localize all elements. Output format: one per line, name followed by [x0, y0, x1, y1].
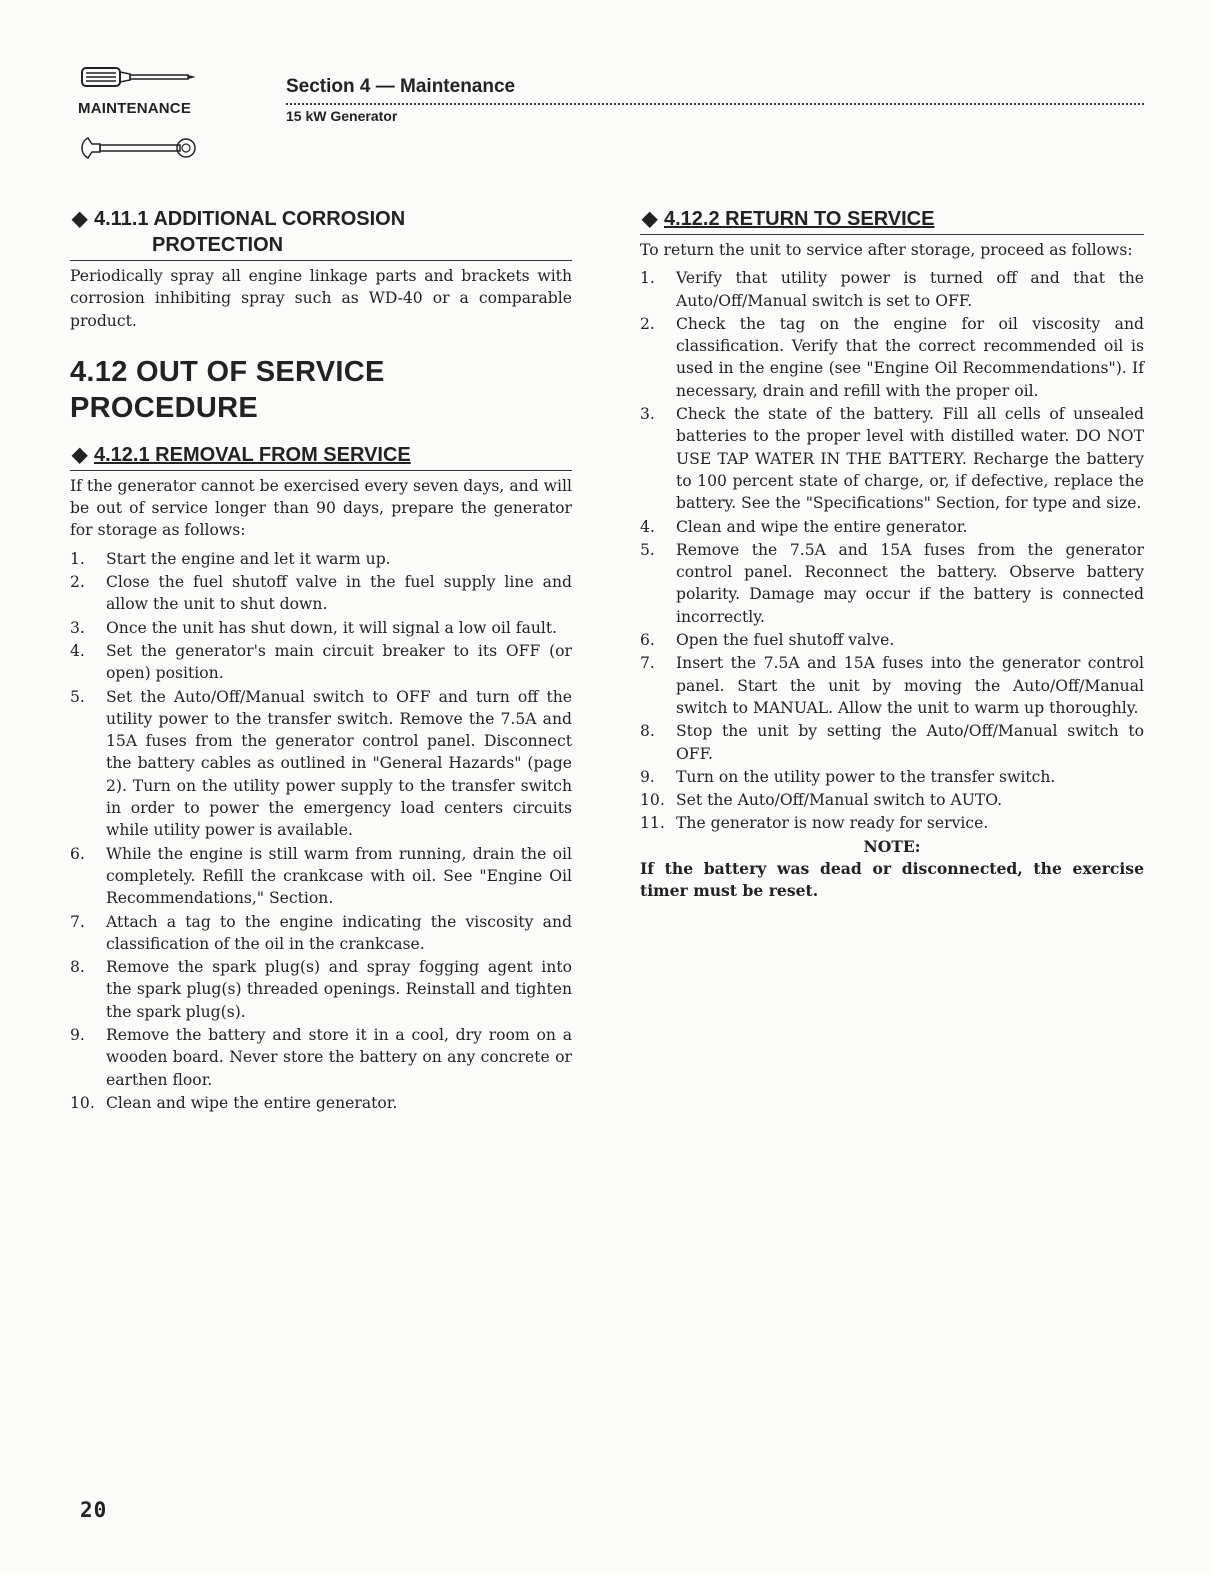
list-item [640, 629, 1144, 651]
step-text: Set the Auto/Off/Manual switch to AUTO. [676, 791, 1003, 810]
step-text: Clean and wipe the entire generator. [106, 1093, 398, 1112]
list-item [640, 516, 1144, 538]
heading-4-12-2 [640, 206, 1144, 235]
step-text: Clean and wipe the entire generator. [676, 517, 968, 536]
step-number: 10. [70, 1093, 95, 1112]
step-number: 6. [640, 631, 655, 650]
list-item [70, 571, 572, 616]
step-text: Open the fuel shutoff valve. [676, 631, 895, 650]
step-number: 3. [70, 618, 85, 637]
step-text: Remove the spark plug(s) and spray fogging agent into the spark plug(s) threaded openings. Reinstall and tighten the spark plug(s). [106, 958, 572, 1021]
list-item [640, 539, 1144, 628]
heading-4-12: 4.12 OUT OF SERVICE PROCEDURE [70, 355, 385, 424]
step-number: 7. [640, 654, 655, 673]
step-text: Remove the battery and store it in a cool, dry room on a wooden board. Never store the battery on any concrete or earthen floor. [106, 1026, 572, 1089]
list-item [70, 911, 572, 956]
list-item [70, 617, 572, 639]
heading-4-12-2-text: 4.12.2 RETURN TO SERVICE [664, 208, 935, 230]
step-number: 6. [70, 844, 85, 863]
header-divider [286, 103, 1144, 105]
paragraph-corrosion: Periodically spray all engine linkage parts and brackets with corrosion inhibiting spray such as WD-40 or a comparable product. [70, 267, 572, 330]
step-number: 5. [70, 687, 85, 706]
list-item [640, 720, 1144, 765]
step-text: Remove the 7.5A and 15A fuses from the generator control panel. Reconnect the battery. Observe battery polarity. Damage may occur if the battery is connected incorrectly. [676, 540, 1144, 626]
diamond-bullet-icon: ◆ [72, 208, 88, 230]
step-text: Set the generator's main circuit breaker to its OFF (or open) position. [106, 641, 572, 683]
step-text: Verify that utility power is turned off and that the Auto/Off/Manual switch is set to OFF. [676, 269, 1144, 310]
heading-4-12-1 [70, 442, 572, 471]
right-column [640, 206, 1144, 903]
note-text: If the battery was dead or disconnected, the exercise timer must be reset. [640, 859, 1144, 901]
note-label: NOTE: [863, 836, 921, 856]
step-number: 7. [70, 912, 85, 931]
list-item [640, 403, 1144, 514]
maintenance-label: MAINTENANCE [78, 100, 192, 117]
screwdriver-icon [78, 60, 198, 100]
list-item [70, 686, 572, 842]
step-text: Check the state of the battery. Fill all cells of unsealed batteries to the proper level with distilled water. DO NOT USE TAP WATER IN THE BATTERY. Recharge the battery to 100 percent state of charge, or, if defective, replace the battery. See the "Specifications" Section, for type and size. [676, 405, 1144, 513]
step-text: Start the engine and let it warm up. [106, 549, 391, 568]
step-number: 4. [70, 641, 85, 660]
step-number: 9. [70, 1026, 85, 1045]
step-text: Once the unit has shut down, it will signal a low oil fault. [106, 618, 558, 637]
list-item [640, 267, 1144, 312]
step-number: 8. [640, 722, 655, 741]
heading-4-12-1-text: 4.12.1 REMOVAL FROM SERVICE [94, 443, 411, 466]
heading-4-11-1-line2: PROTECTION [152, 234, 284, 256]
step-number: 11. [640, 814, 665, 833]
left-column [70, 206, 572, 1115]
page-number: 20 [80, 1498, 108, 1522]
list-item [640, 766, 1144, 788]
step-number: 1. [70, 549, 85, 568]
step-number: 5. [640, 540, 655, 559]
wrench-icon [78, 128, 198, 168]
step-text: Set the Auto/Off/Manual switch to OFF and turn off the utility power to the transfer switch. Remove the 7.5A and 15A fuses from the generator control panel. Disconnect the battery cables as outlined in "General Hazards" (page 2). Turn on the utility power supply to the transfer switch in order to power the emergency load centers circuits while utility power is available. [106, 687, 572, 840]
heading-4-11-1 [70, 206, 572, 261]
step-text: While the engine is still warm from running, drain the oil completely. Refill the crankcase with oil. See "Engine Oil Recommendations," Section. [106, 844, 572, 908]
list-item [70, 548, 572, 570]
list-item [640, 652, 1144, 719]
step-text: Stop the unit by setting the Auto/Off/Manual switch to OFF. [676, 722, 1144, 763]
paragraph-removal-intro: If the generator cannot be exercised every seven days, and will be out of service longer than 90 days, prepare the generator for storage as follows: [70, 476, 572, 540]
list-item [640, 313, 1144, 402]
step-text: Turn on the utility power to the transfer switch. [676, 767, 1056, 786]
list-item [70, 843, 572, 910]
paragraph-return-intro: To return the unit to service after storage, proceed as follows: [640, 241, 1133, 259]
list-item [640, 789, 1144, 811]
step-number: 1. [640, 269, 655, 288]
step-number: 2. [640, 314, 655, 333]
step-number: 10. [640, 791, 665, 810]
step-number: 9. [640, 767, 655, 786]
removal-steps-list [70, 548, 572, 1114]
step-text: The generator is now ready for service. [676, 814, 989, 833]
step-number: 2. [70, 573, 85, 592]
step-number: 4. [640, 517, 655, 536]
step-text: Check the tag on the engine for oil viscosity and classification. Verify that the correct recommended oil is used in the engine (see "Engine Oil Recommendations"). If necessary, drain and refill with the proper oil. [676, 314, 1144, 400]
step-text: Close the fuel shutoff valve in the fuel supply line and allow the unit to shut down. [106, 573, 572, 614]
step-text: Attach a tag to the engine indicating the viscosity and classification of the oil in the crankcase. [106, 912, 572, 953]
list-item [640, 812, 1144, 834]
heading-4-11-1-line1: 4.11.1 ADDITIONAL CORROSION [94, 208, 406, 230]
step-number: 8. [70, 958, 85, 977]
return-steps-list [640, 267, 1144, 834]
section-title: Section 4 — Maintenance [286, 76, 516, 97]
list-item [70, 1024, 572, 1091]
list-item [70, 640, 572, 685]
step-number: 3. [640, 405, 655, 424]
diamond-bullet-icon: ◆ [72, 443, 88, 466]
document-subtitle: 15 kW Generator [286, 108, 398, 124]
step-text: Insert the 7.5A and 15A fuses into the generator control panel. Start the unit by moving the Auto/Off/Manual switch to MANUAL. Allow the unit to warm up thoroughly. [676, 654, 1144, 717]
list-item [70, 1092, 572, 1114]
list-item [70, 956, 572, 1023]
diamond-bullet-icon: ◆ [642, 208, 658, 230]
